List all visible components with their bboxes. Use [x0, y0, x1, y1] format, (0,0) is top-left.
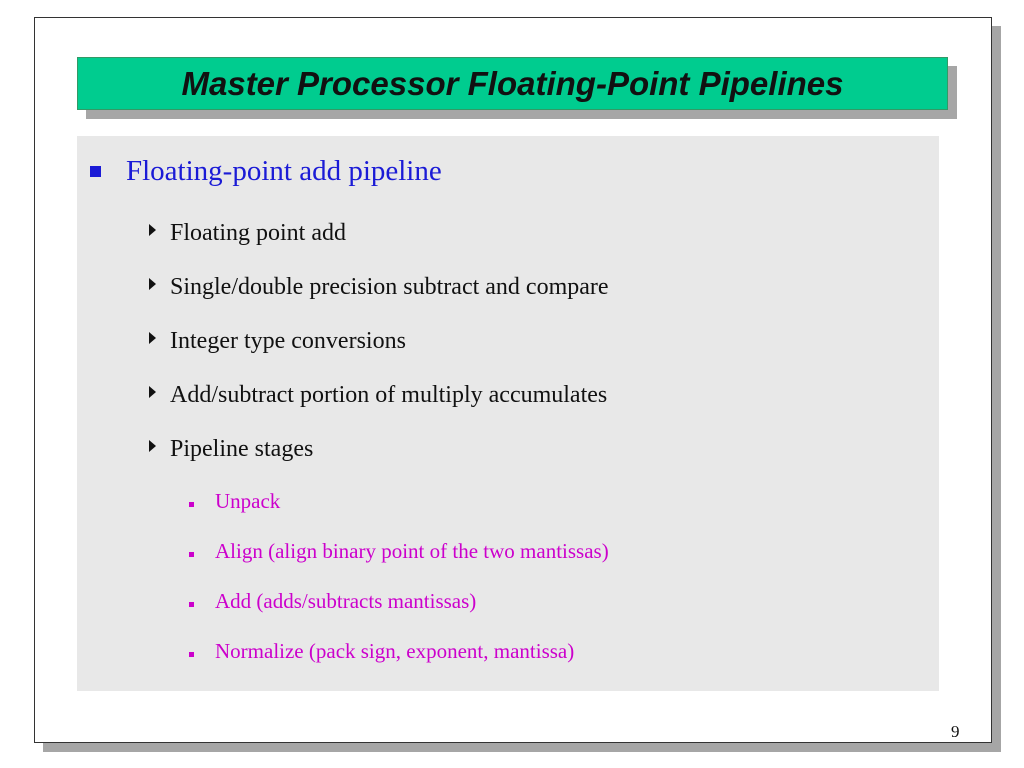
page-number: 9 — [951, 722, 960, 741]
triangle-bullet-icon — [149, 332, 156, 344]
bullet-level1 — [90, 155, 442, 188]
bullet-level2-item — [149, 274, 609, 301]
small-square-bullet-icon — [189, 552, 194, 557]
bullet-level3-item — [189, 589, 476, 614]
triangle-bullet-icon — [149, 278, 156, 290]
bullet-level3-text: Add (adds/subtracts mantissas) — [215, 589, 477, 613]
bullet-level3-item — [189, 539, 609, 564]
bullet-level2-item — [149, 382, 607, 409]
bullet-level3-text: Align (align binary point of the two mantissas) — [215, 539, 609, 563]
triangle-bullet-icon — [149, 386, 156, 398]
bullet-level2-text: Integer type conversions — [170, 328, 406, 354]
page-title: Master Processor Floating-Point Pipelines — [181, 64, 844, 102]
bullet-level2-text: Pipeline stages — [170, 436, 314, 462]
bullet-level3-item — [189, 489, 280, 514]
bullet-level3-item — [189, 639, 574, 664]
bullet-level2-item — [149, 436, 313, 463]
bullet-level3-text: Normalize (pack sign, exponent, mantissa) — [215, 639, 575, 663]
bullet-level2-item — [149, 220, 346, 247]
bullet-level2-text: Add/subtract portion of multiply accumulates — [170, 382, 608, 408]
bullet-level2-item — [149, 328, 406, 355]
triangle-bullet-icon — [149, 224, 156, 236]
bullet-level3-text: Unpack — [215, 489, 281, 513]
bullet-level2-text: Single/double precision subtract and compare — [170, 274, 609, 300]
bullet-level1-text: Floating-point add pipeline — [126, 155, 442, 187]
square-bullet-icon — [90, 166, 101, 177]
title-banner — [77, 57, 948, 110]
bullet-level2-text: Floating point add — [170, 220, 346, 246]
triangle-bullet-icon — [149, 440, 156, 452]
small-square-bullet-icon — [189, 652, 194, 657]
small-square-bullet-icon — [189, 602, 194, 607]
small-square-bullet-icon — [189, 502, 194, 507]
